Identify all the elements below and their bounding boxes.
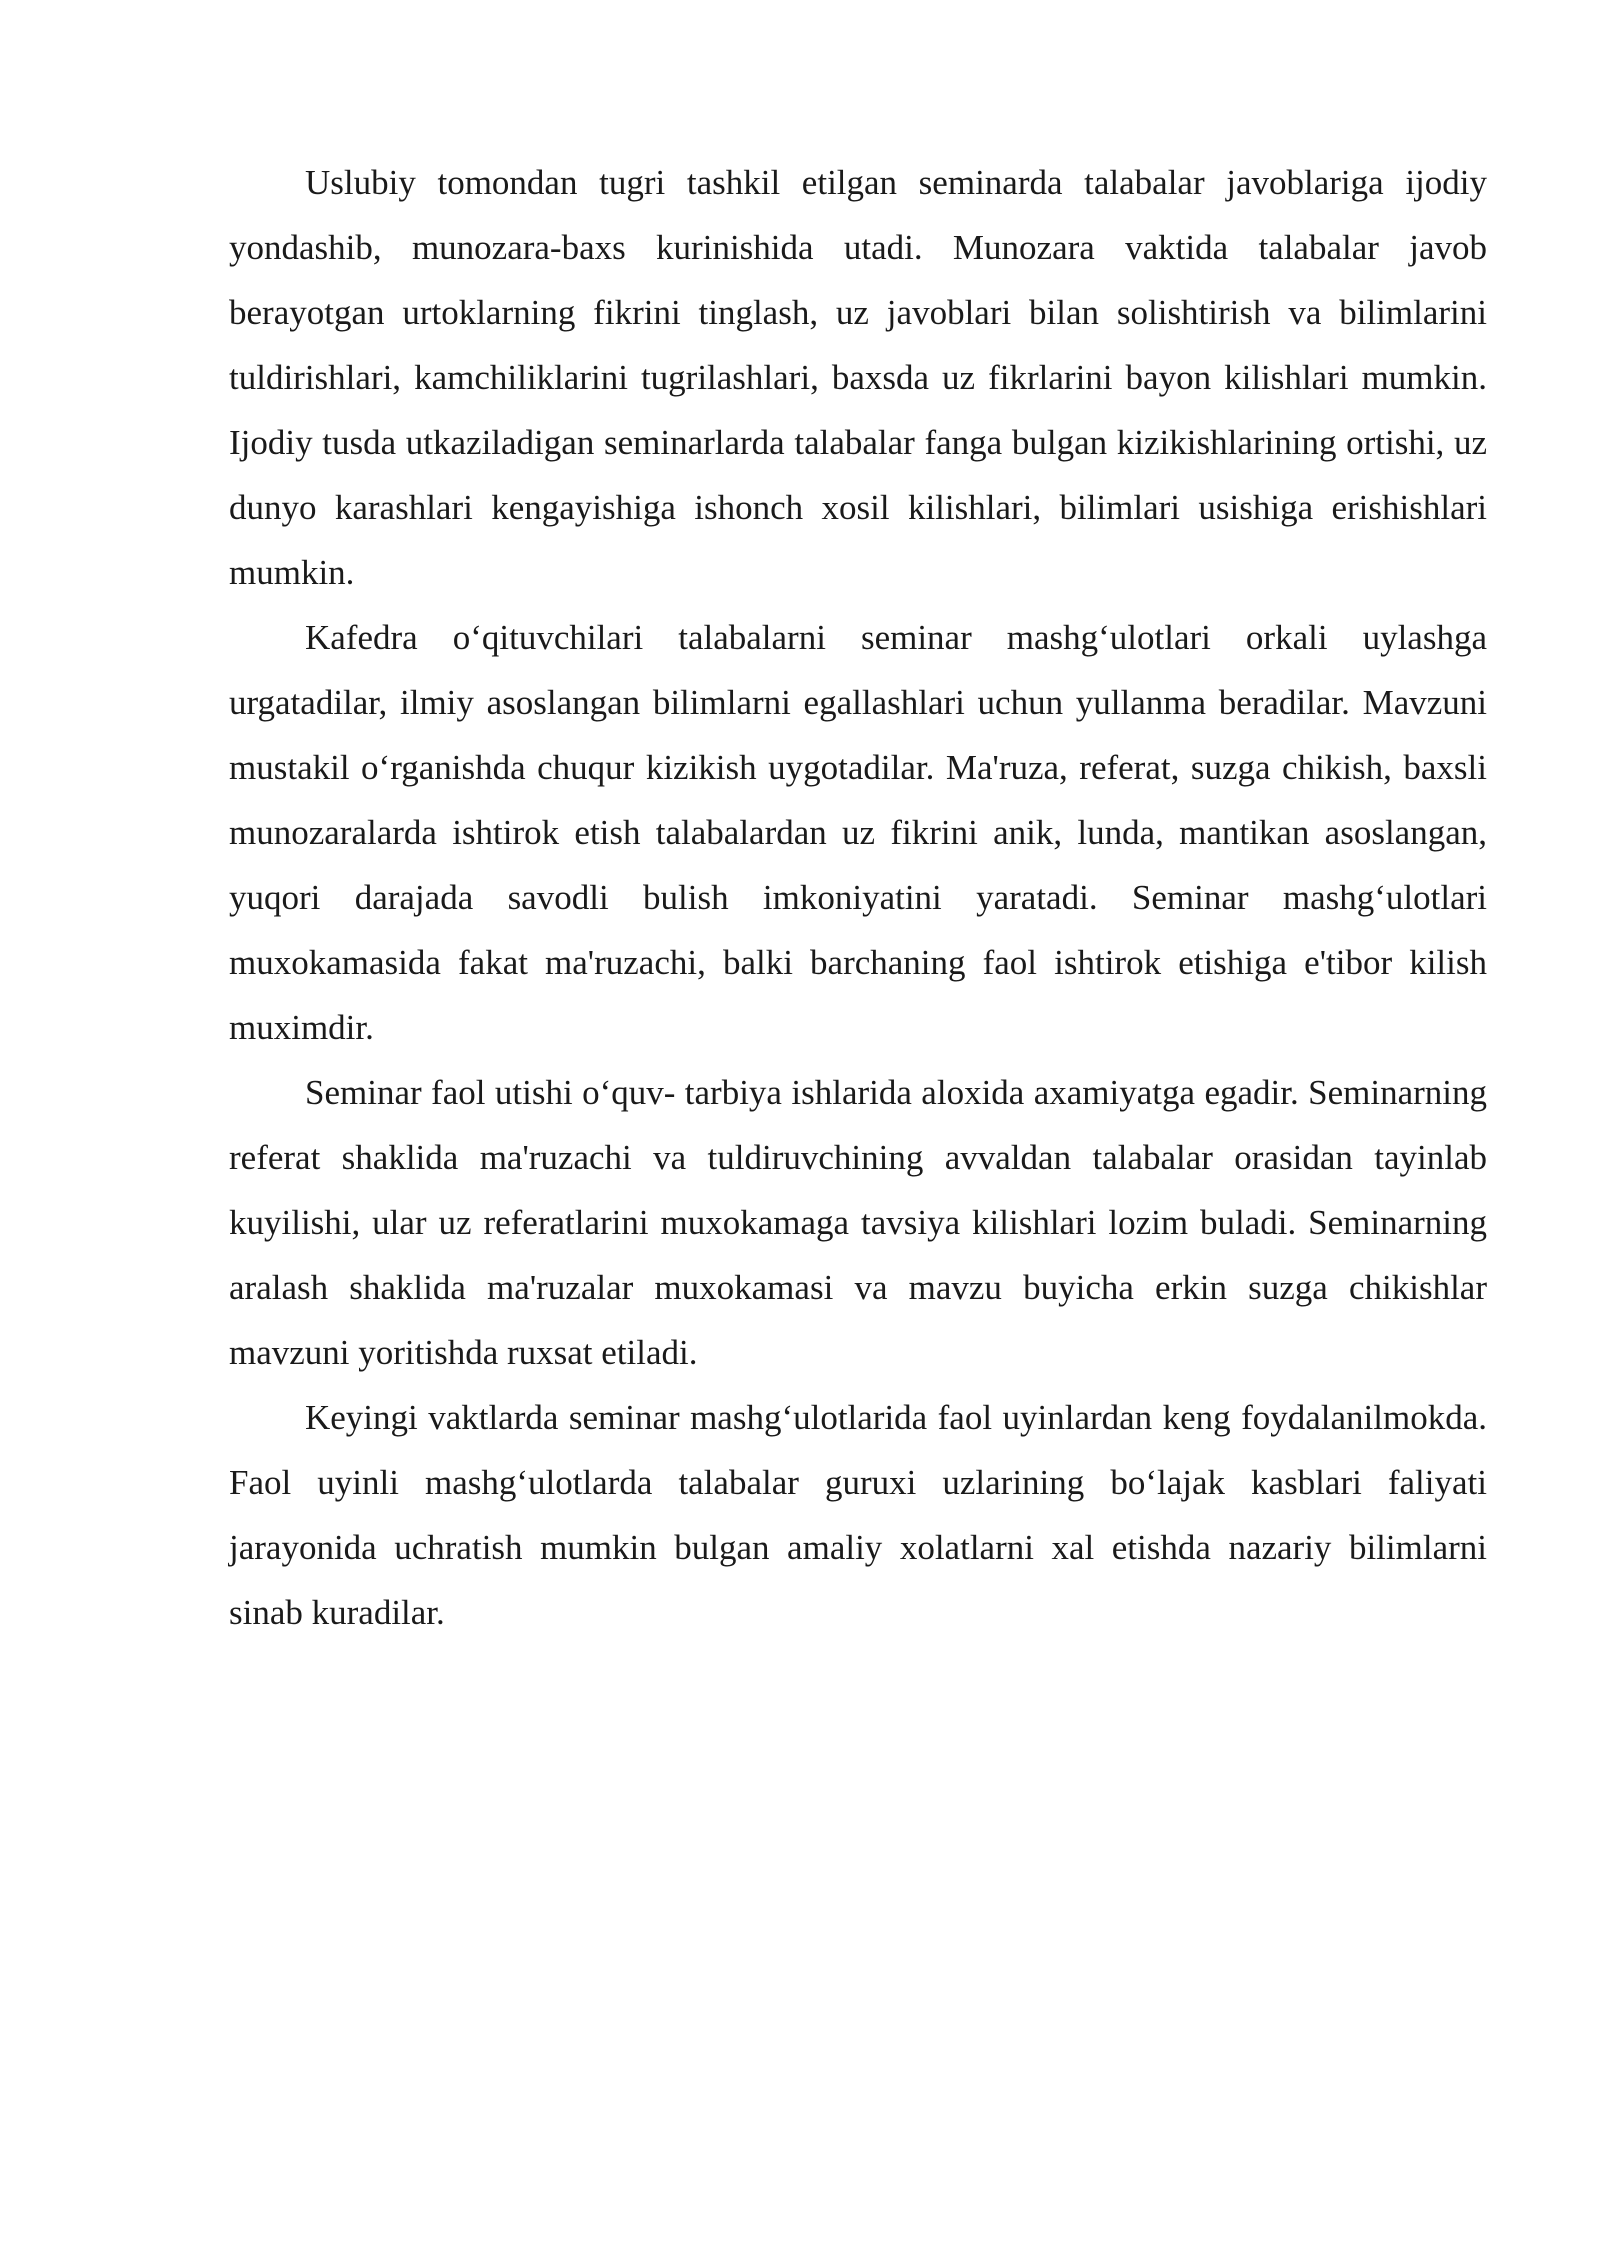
paragraph: Seminar faol utishi o‘quv- tarbiya ishlarida aloxida axamiyatga egadir. Seminarning referat shaklida ma'ruzachi va tuldiruvchining avvaldan talabalar orasidan tayinlab kuyilishi, ular uz referatlarini muxokamaga tavsiya kilishlari lozim buladi. Seminarning aralash shaklida ma'ruzalar muxokamasi va mavzu buyicha erkin suzga chikishlar mavzuni yoritishda ruxsat etiladi. bbox=[229, 1073, 1487, 1372]
paragraph: Kafedra o‘qituvchilari talabalarni seminar mashg‘ulotlari orkali uylashga urgatadilar, ilmiy asoslangan bilimlarni egallashlari uchun yullanma beradilar. Mavzuni mustakil o‘rganishda chuqur kizikish uygotadilar. Ma'ruza, referat, suzga chikish, baxsli munozaralarda ishtirok etish talabalardan uz fikrini anik, lunda, mantikan asoslangan, yuqori darajada savodli bulish imkoniyatini yaratadi. Seminar mashg‘ulotlari muxokamasida fakat ma'ruzachi, balki barchaning faol ishtirok etishiga e'tibor kilish muximdir. bbox=[229, 618, 1487, 1047]
paragraph: Keyingi vaktlarda seminar mashg‘ulotlarida faol uyinlardan keng foydalanilmokda. Faol uyinli mashg‘ulotlarda talabalar guruxi uzlarining bo‘lajak kasblari faliyati jarayonida uchratish mumkin bulgan amaliy xolatlarni xal etishda nazariy bilimlarni sinab kuradilar. bbox=[229, 1398, 1487, 1632]
document-body bbox=[229, 150, 1487, 1645]
paragraph: Uslubiy tomondan tugri tashkil etilgan seminarda talabalar javoblariga ijodiy yondashib, munozara-baxs kurinishida utadi. Munozara vaktida talabalar javob berayotgan urtoklarning fikrini tinglash, uz javoblari bilan solishtirish va bilimlarini tuldirishlari, kamchiliklarini tugrilashlari, baxsda uz fikrlarini bayon kilishlari mumkin. Ijodiy tusda utkaziladigan seminarlarda talabalar fanga bulgan kizikishlarining ortishi, uz dunyo karashlari kengayishiga ishonch xosil kilishlari, bilimlari usishiga erishishlari mumkin. bbox=[229, 163, 1487, 592]
